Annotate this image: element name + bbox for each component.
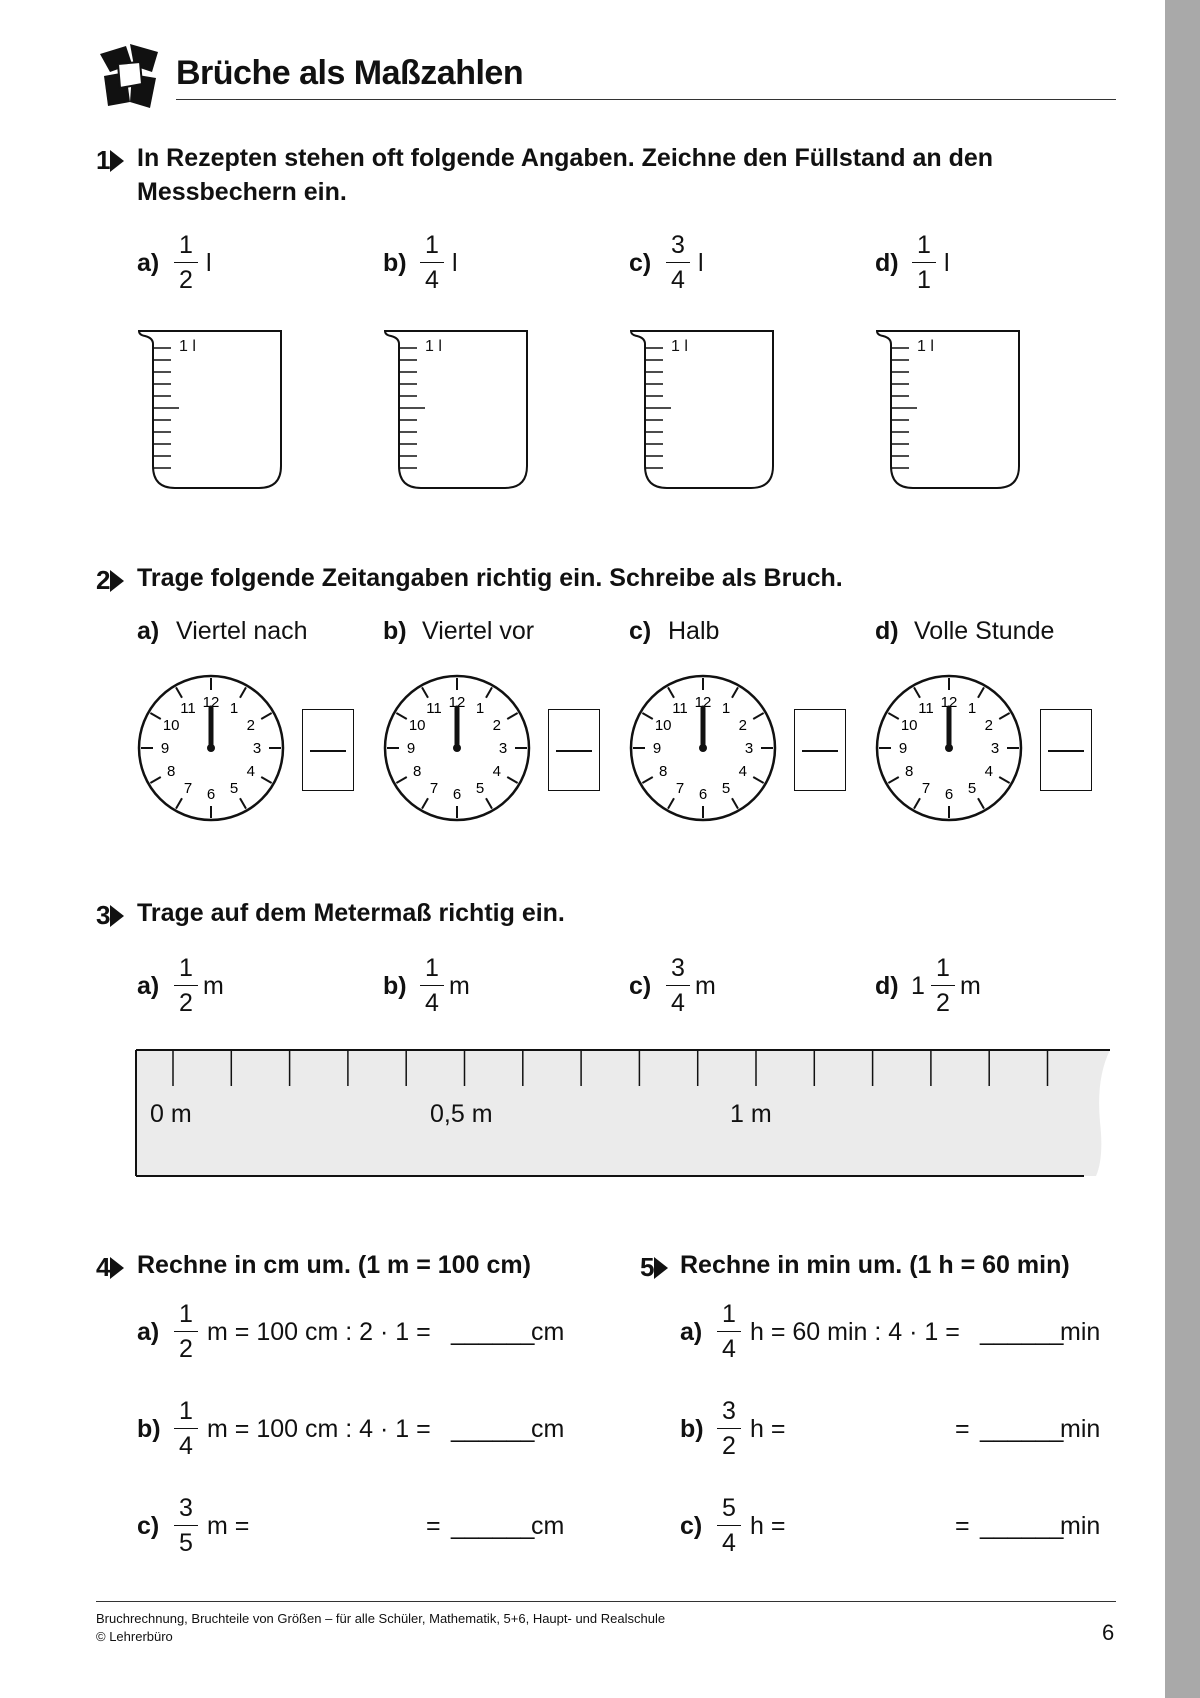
fraction-denominator: 4	[671, 989, 685, 1017]
clock-number: 6	[698, 786, 708, 803]
clock-face[interactable]	[629, 674, 777, 822]
fraction-denominator: 2	[179, 1335, 193, 1363]
item-label: c)	[629, 249, 652, 277]
ruler-label-half: 0,5 m	[430, 1100, 493, 1128]
clock-number: 9	[898, 740, 908, 757]
fraction-numerator: 1	[179, 231, 193, 259]
fraction-answer-box[interactable]	[794, 709, 846, 791]
unit-label[interactable]: l	[206, 249, 212, 277]
fraction-bar	[912, 262, 936, 263]
fraction-numerator: 1	[179, 1300, 193, 1328]
equation-text: h = 60 min : 4 · 1 =	[750, 1318, 960, 1346]
fraction-numerator: 1	[179, 954, 193, 982]
task-2-number: 2	[96, 565, 111, 595]
puzzle-logo-icon	[96, 42, 162, 110]
clock-number: 2	[984, 717, 994, 734]
measuring-beaker[interactable]	[137, 328, 287, 494]
clock-number: 9	[652, 740, 662, 757]
equation-text: m = 100 cm : 2 · 1 =	[207, 1318, 431, 1346]
task-arrow-icon	[110, 905, 124, 927]
time-description: Halb	[668, 617, 720, 645]
task-1-number: 1	[96, 145, 111, 175]
answer-blank[interactable]: ______	[980, 1512, 1064, 1540]
measuring-beaker[interactable]	[629, 328, 779, 494]
fraction-bar	[174, 1525, 198, 1526]
unit-label[interactable]: l	[944, 249, 950, 277]
clock-number: 11	[918, 700, 934, 718]
time-description: Viertel vor	[422, 617, 535, 645]
fraction-numerator: 3	[671, 231, 685, 259]
fraction-bar	[1048, 750, 1084, 752]
unit-label: min	[1060, 1512, 1101, 1540]
fraction	[173, 1396, 199, 1461]
fraction-numerator: 1	[179, 1397, 193, 1425]
task-2-heading: Trage folgende Zeitangaben richtig ein. Schreibe als Bruch.	[137, 564, 843, 592]
fraction-bar	[174, 1331, 198, 1332]
clock-number: 1	[967, 700, 977, 718]
footer-divider	[96, 1601, 1116, 1602]
item-label: c)	[137, 1512, 160, 1540]
clock-number: 7	[183, 779, 193, 797]
beaker-capacity-label: 1 l	[179, 338, 196, 355]
clock-number: 4	[984, 763, 994, 780]
fraction-bar	[420, 262, 444, 263]
answer-blank[interactable]: ______	[451, 1415, 535, 1443]
footer-line-2: © Lehrerbüro	[96, 1629, 173, 1644]
clock-number: 4	[492, 763, 502, 780]
unit-label: min	[1060, 1318, 1101, 1346]
fraction-denominator: 4	[425, 989, 439, 1017]
equals-sign: =	[426, 1512, 441, 1540]
page-edge-bar	[1165, 0, 1200, 1698]
beaker-capacity-label: 1 l	[425, 338, 442, 355]
footer-line-1: Bruchrechnung, Bruchteile von Größen – für alle Schüler, Mathematik, 5+6, Haupt- und Realschule	[96, 1611, 666, 1626]
beaker-capacity-label: 1 l	[917, 338, 934, 355]
clock-number: 6	[452, 786, 462, 803]
unit-label: m	[449, 972, 470, 1000]
clock-number: 5	[229, 779, 239, 797]
item-label: b)	[383, 972, 407, 1000]
clock-number: 4	[246, 763, 256, 780]
fraction-bar	[717, 1428, 741, 1429]
clock-number: 1	[721, 700, 731, 718]
equals-sign: =	[955, 1512, 970, 1540]
clock-number: 10	[654, 717, 672, 734]
measuring-beaker[interactable]	[875, 328, 1025, 494]
clock-number: 3	[990, 740, 1000, 757]
clock-number: 10	[900, 717, 918, 734]
mixed-whole: 1	[911, 972, 925, 1000]
fraction	[173, 1299, 199, 1364]
fraction-bar	[666, 262, 690, 263]
task-1-heading: In Rezepten stehen oft folgende Angaben. Zeichne den Füllstand an den Messbechern ein.	[137, 144, 994, 206]
clock-number: 3	[498, 740, 508, 757]
fraction-bar	[802, 750, 838, 752]
clock-number: 6	[206, 786, 216, 803]
fraction-bar	[931, 985, 955, 986]
fraction-numerator: 1	[936, 954, 950, 982]
item-label: c)	[629, 617, 652, 645]
fraction-denominator: 2	[179, 266, 193, 294]
fraction-bar	[556, 750, 592, 752]
fraction	[930, 953, 956, 1018]
task-arrow-icon	[110, 1257, 124, 1279]
title-divider	[176, 99, 1116, 100]
fraction-numerator: 1	[425, 954, 439, 982]
fraction	[716, 1396, 742, 1461]
clock-number: 12	[694, 694, 712, 711]
clock-number: 10	[162, 717, 180, 734]
ruler-label-0: 0 m	[150, 1100, 192, 1128]
fraction-numerator: 1	[722, 1300, 736, 1328]
clock-number: 5	[967, 779, 977, 797]
fraction	[665, 230, 691, 295]
fraction-answer-box[interactable]	[302, 709, 354, 791]
fraction	[911, 230, 937, 295]
clock-number: 3	[252, 740, 262, 757]
unit-label: cm	[531, 1318, 565, 1346]
answer-blank[interactable]: ______	[980, 1318, 1064, 1346]
fraction-bar	[174, 262, 198, 263]
task-4-number: 4	[96, 1252, 111, 1282]
clock-number: 7	[429, 779, 439, 797]
fraction-numerator: 1	[917, 231, 931, 259]
fraction-numerator: 3	[722, 1397, 736, 1425]
fraction-numerator: 1	[425, 231, 439, 259]
item-label: d)	[875, 249, 899, 277]
time-description: Volle Stunde	[914, 617, 1055, 645]
answer-blank[interactable]: ______	[451, 1512, 535, 1540]
equation-text: m = 100 cm : 4 · 1 =	[207, 1415, 431, 1443]
item-label: b)	[137, 1415, 161, 1443]
fraction-bar	[717, 1525, 741, 1526]
fraction-denominator: 4	[722, 1335, 736, 1363]
fraction	[419, 953, 445, 1018]
clock-number: 1	[229, 700, 239, 718]
page-title: Brüche als Maßzahlen	[176, 54, 524, 92]
clock-number: 8	[412, 763, 422, 780]
task-3-number: 3	[96, 900, 111, 930]
fraction-bar	[666, 985, 690, 986]
answer-blank[interactable]: ______	[451, 1318, 535, 1346]
fraction-denominator: 1	[917, 266, 931, 294]
equation-text: h =	[750, 1415, 786, 1443]
fraction-numerator: 5	[722, 1494, 736, 1522]
answer-blank[interactable]: ______	[980, 1415, 1064, 1443]
clock-number: 2	[246, 717, 256, 734]
task-4-heading: Rechne in cm um. (1 m = 100 cm)	[137, 1251, 531, 1279]
item-label: a)	[137, 617, 160, 645]
equation-text: h =	[750, 1512, 786, 1540]
fraction	[173, 953, 199, 1018]
fraction-denominator: 4	[671, 266, 685, 294]
task-5-number: 5	[640, 1252, 655, 1282]
unit-label: m	[203, 972, 224, 1000]
clock-number: 2	[492, 717, 502, 734]
beaker-capacity-label: 1 l	[671, 338, 688, 355]
measuring-beaker[interactable]	[383, 328, 533, 494]
task-arrow-icon	[110, 150, 124, 172]
meter-ruler[interactable]	[134, 1048, 1114, 1180]
clock-face[interactable]	[383, 674, 531, 822]
footer-text	[96, 1610, 665, 1646]
clock-number: 4	[738, 763, 748, 780]
fraction-denominator: 4	[179, 1432, 193, 1460]
fraction-bar	[174, 985, 198, 986]
fraction-denominator: 2	[722, 1432, 736, 1460]
item-label: c)	[680, 1512, 703, 1540]
clock-face[interactable]	[137, 674, 285, 822]
clock-number: 8	[166, 763, 176, 780]
clock-number: 7	[921, 779, 931, 797]
clock-number: 12	[448, 694, 466, 711]
clock-number: 9	[406, 740, 416, 757]
unit-label: m	[960, 972, 981, 1000]
clock-number: 6	[944, 786, 954, 803]
unit-label: cm	[531, 1512, 565, 1540]
equation-text: m =	[207, 1512, 250, 1540]
fraction-denominator: 4	[425, 266, 439, 294]
item-label: c)	[629, 972, 652, 1000]
fraction-numerator: 3	[179, 1494, 193, 1522]
clock-number: 5	[475, 779, 485, 797]
clock-number: 1	[475, 700, 485, 718]
fraction-bar	[717, 1331, 741, 1332]
fraction	[665, 953, 691, 1018]
clock-number: 7	[675, 779, 685, 797]
clock-number: 11	[672, 700, 688, 718]
page-number: 6	[1102, 1620, 1115, 1645]
clock-number: 2	[738, 717, 748, 734]
fraction-denominator: 2	[179, 989, 193, 1017]
fraction-bar	[310, 750, 346, 752]
unit-label[interactable]: l	[698, 249, 704, 277]
clock-number: 10	[408, 717, 426, 734]
item-label: d)	[875, 617, 899, 645]
fraction	[716, 1493, 742, 1558]
clock-number: 12	[940, 694, 958, 711]
clock-face[interactable]	[875, 674, 1023, 822]
item-label: b)	[383, 617, 407, 645]
item-label: d)	[875, 972, 899, 1000]
fraction-answer-box[interactable]	[548, 709, 600, 791]
task-5-heading: Rechne in min um. (1 h = 60 min)	[680, 1251, 1070, 1279]
unit-label[interactable]: l	[452, 249, 458, 277]
clock-number: 9	[160, 740, 170, 757]
fraction	[173, 230, 199, 295]
clock-number: 8	[658, 763, 668, 780]
ruler-label-1: 1 m	[730, 1100, 772, 1128]
unit-label: min	[1060, 1415, 1101, 1443]
item-label: b)	[680, 1415, 704, 1443]
fraction-denominator: 5	[179, 1529, 193, 1557]
clock-number: 12	[202, 694, 220, 711]
item-label: b)	[383, 249, 407, 277]
time-description: Viertel nach	[176, 617, 308, 645]
clock-number: 3	[744, 740, 754, 757]
fraction-denominator: 4	[722, 1529, 736, 1557]
task-arrow-icon	[110, 570, 124, 592]
fraction	[173, 1493, 199, 1558]
item-label: a)	[137, 249, 160, 277]
clock-number: 8	[904, 763, 914, 780]
fraction-numerator: 3	[671, 954, 685, 982]
task-3-heading: Trage auf dem Metermaß richtig ein.	[137, 899, 565, 927]
item-label: a)	[137, 1318, 160, 1346]
clock-number: 5	[721, 779, 731, 797]
equals-sign: =	[955, 1415, 970, 1443]
task-arrow-icon	[654, 1257, 668, 1279]
item-label: a)	[137, 972, 160, 1000]
fraction-bar	[174, 1428, 198, 1429]
item-label: a)	[680, 1318, 703, 1346]
unit-label: m	[695, 972, 716, 1000]
fraction-denominator: 2	[936, 989, 950, 1017]
fraction-answer-box[interactable]	[1040, 709, 1092, 791]
clock-number: 11	[426, 700, 442, 718]
fraction	[716, 1299, 742, 1364]
fraction-bar	[420, 985, 444, 986]
fraction	[419, 230, 445, 295]
clock-number: 11	[180, 700, 196, 718]
unit-label: cm	[531, 1415, 565, 1443]
